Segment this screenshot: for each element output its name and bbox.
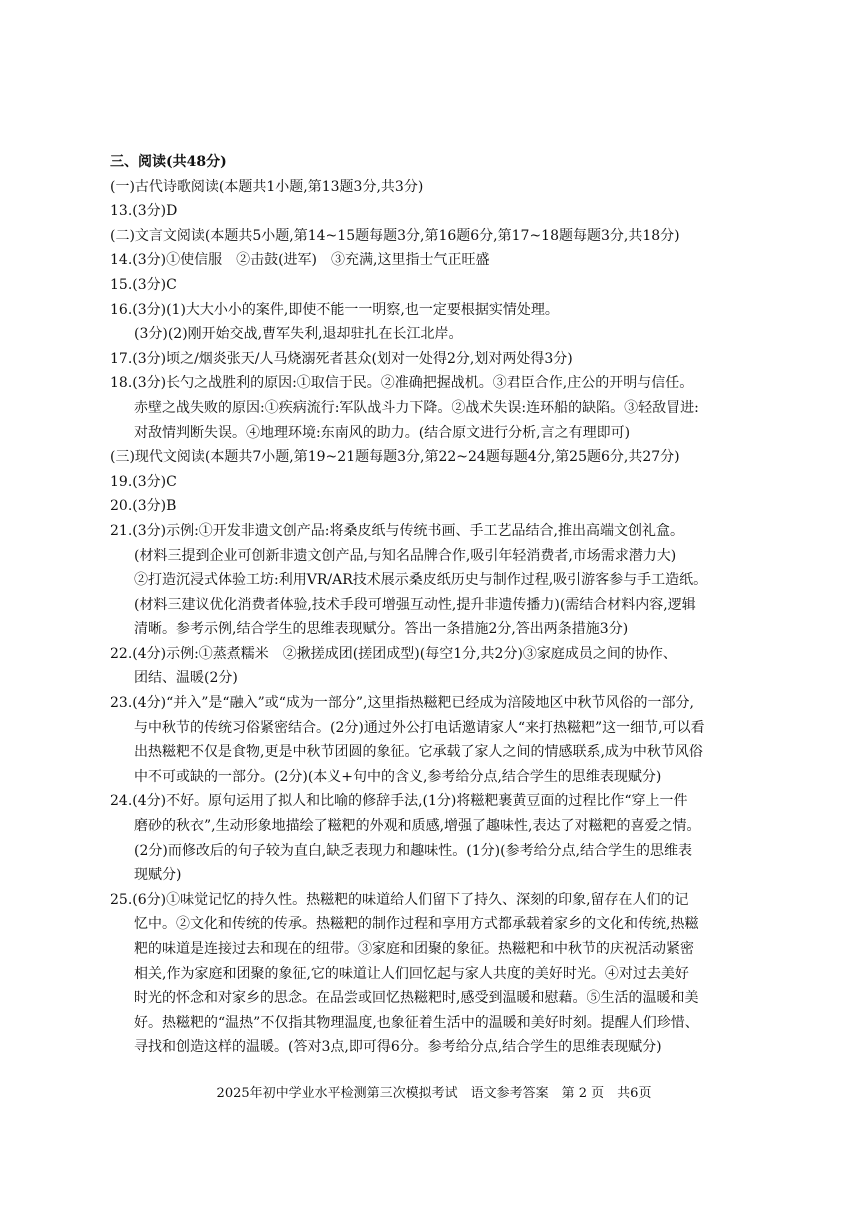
answer-continuation-line: 清晰。参考示例,结合学生的思维表现赋分。答出一条措施2分,答出两条措施3分) [134, 621, 629, 638]
answer-line: 20.(3分)B [110, 498, 177, 515]
answer-line: (一)古代诗歌阅读(本题共1小题,第13题3分,共3分) [110, 178, 424, 195]
answer-line: 18.(3分)长勺之战胜利的原因:①取信于民。②准确把握战机。③君臣合作,庄公的开明与信任。 [110, 375, 694, 392]
answer-line: 17.(3分)顷之/烟炎张天/人马烧溺死者甚众(划对一处得2分,划对两处得3分) [110, 350, 573, 367]
answer-continuation-line: 赤壁之战失败的原因:①疾病流行:军队战斗力下降。②战术失误:连环船的缺陷。③轻敌冒进: [134, 399, 699, 416]
answer-continuation-line: 寻找和创造这样的温暖。(答对3点,即可得6分。参考给分点,结合学生的思维表现赋分) [134, 1039, 662, 1056]
answer-continuation-line: 好。热糍粑的“温热”不仅指其物理温度,也象征着生活中的温暖和美好时刻。提醒人们珍惜、 [134, 1014, 699, 1031]
answer-line: 24.(4分)不好。原句运用了拟人和比喻的修辞手法,(1分)将糍粑裹黄豆面的过程比作“穿上一件 [110, 793, 688, 810]
answer-continuation-line: (材料三建议优化消费者体验,技术手段可增强互动性,提升非遗传播力)(需结合材料内容,逻辑 [134, 596, 696, 613]
answer-continuation-line: 忆中。②文化和传统的传承。热糍粑的制作过程和享用方式都承载着家乡的文化和传统,热糍 [134, 916, 699, 933]
section-heading: 三、阅读(共48分) [110, 154, 227, 170]
answer-continuation-line: 时光的怀念和对家乡的思念。在品尝或回忆热糍粑时,感受到温暖和慰藉。⑤生活的温暖和美 [134, 990, 699, 1007]
answer-line: 16.(3分)(1)大大小小的案件,即使不能一一明察,也一定要根据实情处理。 [110, 301, 559, 318]
answer-line: 14.(3分)①使信服 ②击鼓(进军) ③充满,这里指士气正旺盛 [110, 252, 490, 269]
answer-continuation-line: (2分)而修改后的句子较为直白,缺乏表现力和趣味性。(1分)(参考给分点,结合学生的思维表 [134, 842, 693, 859]
answer-line: (二)文言文阅读(本题共5小题,第14~15题每题3分,第16题6分,第17~18题每题3分,共18分) [110, 227, 680, 244]
answer-line: 23.(4分)“并入”是“融入”或“成为一部分”,这里指热糍粑已经成为涪陵地区中秋节风俗的一部分, [110, 695, 694, 712]
answer-line: 13.(3分)D [110, 203, 178, 220]
answer-continuation-line: 出热糍粑不仅是食物,更是中秋节团圆的象征。它承载了家人之间的情感联系,成为中秋节风俗 [134, 744, 703, 761]
answer-continuation-line: 粑的味道是连接过去和现在的纽带。③家庭和团聚的象征。热糍粑和中秋节的庆祝活动紧密 [134, 941, 694, 957]
answer-continuation-line: 与中秋节的传统习俗紧密结合。(2分)通过外公打电话邀请家人“来打热糍粑”这一细节,可以看 [134, 719, 705, 736]
answer-line: 25.(6分)①味觉记忆的持久性。热糍粑的味道给人们留下了持久、深刻的印象,留存在人们的记 [110, 891, 689, 908]
answer-continuation-line: 磨砂的秋衣”,生动形象地描绘了糍粑的外观和质感,增强了趣味性,表达了对糍粑的喜爱之情。 [134, 818, 701, 835]
answer-continuation-line: 对敌情判断失误。④地理环境:东南风的助力。(结合原文进行分析,言之有理即可) [134, 424, 631, 441]
answer-line: 21.(3分)示例:①开发非遗文创产品:将桑皮纸与传统书画、手工艺品结合,推出高端文创礼盒。 [110, 522, 684, 539]
answer-line: 15.(3分)C [110, 276, 177, 293]
answer-continuation-line: (材料三提到企业可创新非遗文创产品,与知名品牌合作,吸引年轻消费者,市场需求潜力大) [134, 547, 677, 564]
page-footer: 2025年初中学业水平检测第三次模拟考试 语文参考答案 第 2 页 共6页 [216, 1086, 652, 1101]
answer-line: (三)现代文阅读(本题共7小题,第19~21题每题3分,第22~24题每题4分,第25题6分,共27分) [110, 449, 680, 466]
answer-key-content [110, 150, 760, 1060]
answer-continuation-line: 团结、温暖(2分) [134, 670, 238, 687]
answer-continuation-line: 相关,作为家庭和团聚的象征,它的味道让人们回忆起与家人共度的美好时光。④对过去美好 [134, 965, 689, 982]
answer-continuation-line: 中不可或缺的一部分。(2分)(本义+句中的含义,参考给分点,结合学生的思维表现赋分) [134, 768, 662, 785]
answer-continuation-line: (3分)(2)刚开始交战,曹军失利,退却驻扎在长江北岸。 [134, 326, 463, 343]
answer-line: 19.(3分)C [110, 473, 177, 490]
answer-continuation-line: ②打造沉浸式体验工坊:利用VR/AR技术展示桑皮纸历史与制作过程,吸引游客参与手工造纸。 [134, 572, 708, 589]
answer-continuation-line: 现赋分) [134, 867, 182, 884]
answer-line: 22.(4分)示例:①蒸煮糯米 ②揪搓成团(搓团成型)(每空1分,共2分)③家庭成员之间的协作、 [110, 645, 677, 662]
